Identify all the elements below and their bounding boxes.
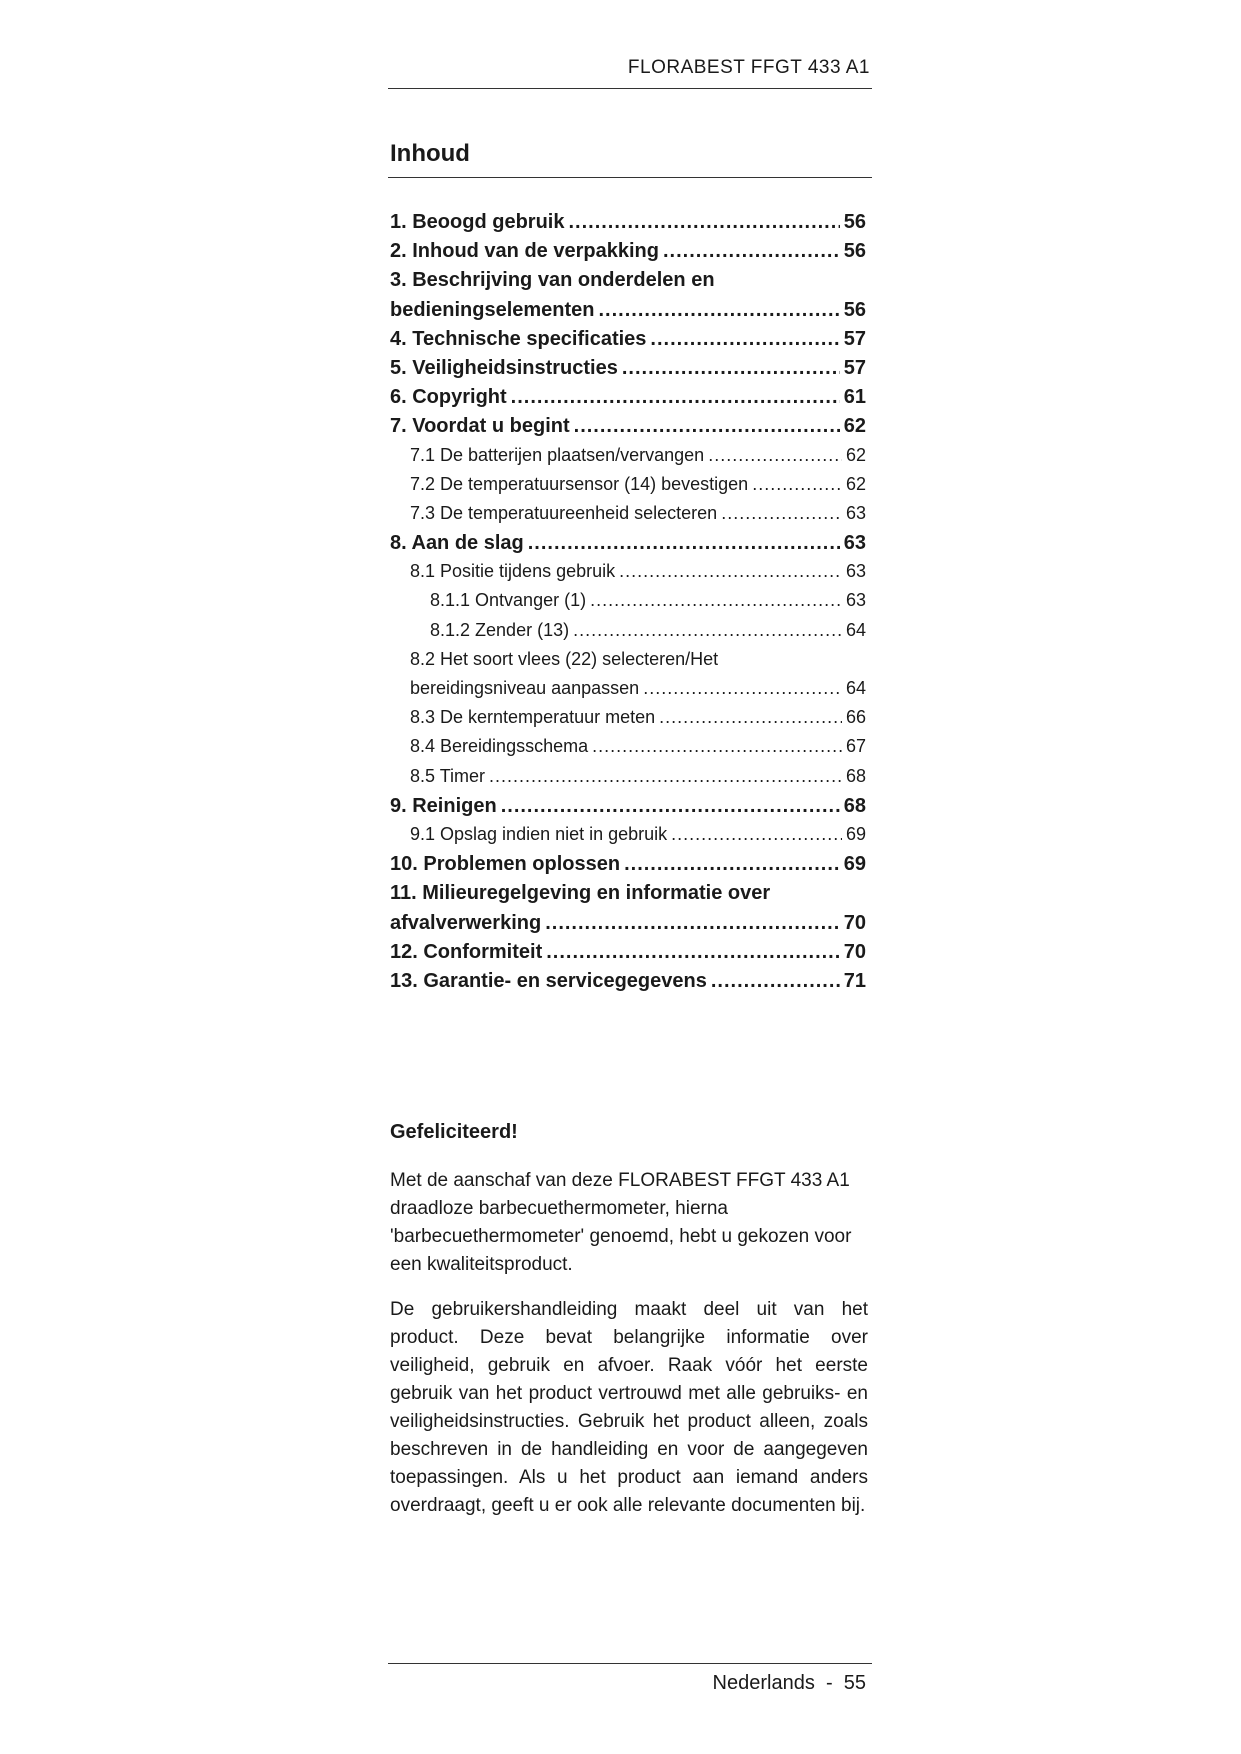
toc-entry[interactable] xyxy=(390,941,866,970)
toc-entry-page: 57 xyxy=(843,356,866,379)
toc-entry-title: 8.1.1 Ontvanger (1) xyxy=(430,590,587,611)
toc-leader-dots xyxy=(501,795,840,818)
toc-leader-dots xyxy=(528,532,840,555)
toc-entry-title: bedieningselementen xyxy=(390,298,595,321)
toc-entry-page: 56 xyxy=(843,240,866,263)
toc-entry-page: 64 xyxy=(845,678,866,698)
toc-entry-title: 7.1 De batterijen plaatsen/vervangen xyxy=(410,444,705,465)
toc-entry[interactable] xyxy=(390,532,866,561)
toc-leader-dots xyxy=(659,707,842,728)
toc-entry[interactable] xyxy=(390,561,866,590)
toc-entry-title: 5. Veiligheidsinstructies xyxy=(390,356,618,379)
toc-entry-title: 8. Aan de slag xyxy=(390,532,524,555)
toc-entry-page: 63 xyxy=(845,561,866,582)
footer-page-number: 55 xyxy=(843,1672,866,1694)
toc-leader-dots xyxy=(568,211,839,234)
toc-leader-dots xyxy=(545,912,840,935)
toc-entry[interactable] xyxy=(390,707,866,736)
toc-leader-dots xyxy=(711,970,840,993)
intro-paragraph-2: De gebruikershandleiding maakt deel uit van het product. Deze bevat belangrijke informatie over veiligheid, gebruik en afvoer. Raak vóór het eerste gebruik van het product vertrouwd met alle gebruiks- en veiligheidsinstructies. Gebruik het product alleen, zoals beschreven in de handleiding en voor de aangegeven toepassingen. Als u het product aan iemand anders overdraagt, geeft u er ook alle relevante documenten bij. xyxy=(390,1299,868,1516)
table-of-contents xyxy=(390,211,866,999)
toc-entry[interactable] xyxy=(390,386,866,415)
toc-leader-dots xyxy=(708,445,842,466)
toc-entry-title: 6. Copyright xyxy=(390,386,507,409)
toc-entry[interactable] xyxy=(390,357,866,386)
toc-entry-page: 70 xyxy=(843,911,866,934)
toc-entry-title: 8.5 Timer xyxy=(410,765,486,786)
toc-entry-page: 56 xyxy=(843,211,866,233)
toc-entry[interactable] xyxy=(390,211,866,240)
toc-entry-page: 67 xyxy=(845,736,866,757)
toc-entry-page: 62 xyxy=(845,444,866,465)
toc-leader-dots xyxy=(624,853,840,876)
toc-entry-title: 10. Problemen oplossen xyxy=(390,853,621,876)
toc-entry-page: 71 xyxy=(843,969,866,992)
toc-entry[interactable] xyxy=(390,678,866,707)
toc-leader-dots xyxy=(752,474,842,495)
toc-entry[interactable] xyxy=(390,620,866,649)
intro-heading: Gefeliciteerd! xyxy=(390,1121,518,1143)
toc-leader-dots xyxy=(592,736,842,757)
toc-entry-page: 56 xyxy=(843,298,866,321)
toc-leader-dots xyxy=(619,561,842,582)
toc-entry[interactable] xyxy=(390,503,866,532)
toc-leader-dots xyxy=(599,299,840,322)
page-footer xyxy=(390,1672,866,1695)
toc-entry-page: 63 xyxy=(845,590,866,611)
toc-entry-title: 9.1 Opslag indien niet in gebruik xyxy=(410,823,668,844)
toc-entry[interactable] xyxy=(390,649,866,678)
toc-entry-title: afvalverwerking xyxy=(390,911,542,934)
toc-leader-dots xyxy=(574,415,840,438)
toc-entry[interactable] xyxy=(390,853,866,882)
toc-leader-dots xyxy=(489,766,842,787)
toc-entry-title: 8.2 Het soort vlees (22) selecteren/Het xyxy=(410,648,719,669)
toc-entry-title: 4. Technische specificaties xyxy=(390,327,647,350)
toc-entry-title: 3. Beschrijving van onderdelen en xyxy=(390,269,715,292)
toc-entry-title: 9. Reinigen xyxy=(390,794,497,817)
toc-entry[interactable] xyxy=(390,912,866,941)
toc-entry[interactable] xyxy=(390,590,866,619)
toc-entry-title: 8.4 Bereidingsschema xyxy=(410,736,589,757)
toc-entry[interactable] xyxy=(390,240,866,269)
toc-entry-page: 62 xyxy=(843,415,866,438)
intro-paragraph-1: Met de aanschaf van deze FLORABEST FFGT 433 A1 draadloze barbecuethermometer, hierna 'barbecuethermometer' genoemd, hebt u gekozen voor een kwaliteitsproduct. xyxy=(390,1170,852,1275)
toc-entry-title: 11. Milieuregelgeving en informatie over xyxy=(390,882,771,905)
toc-entry-title: 1. Beoogd gebruik xyxy=(390,211,565,233)
toc-entry[interactable] xyxy=(390,299,866,328)
toc-entry-title: 8.1.2 Zender (13) xyxy=(430,619,570,640)
toc-entry-page: 62 xyxy=(845,473,866,494)
toc-leader-dots xyxy=(546,941,840,964)
toc-entry-page: 68 xyxy=(843,794,866,817)
toc-entry-page: 69 xyxy=(845,823,866,844)
toc-entry[interactable] xyxy=(390,795,866,824)
toc-entry-page: 63 xyxy=(843,532,866,555)
toc-entry-page: 57 xyxy=(843,327,866,350)
toc-leader-dots xyxy=(721,503,842,524)
toc-entry-title: 8.1 Positie tijdens gebruik xyxy=(410,561,616,582)
toc-leader-dots xyxy=(590,590,842,611)
toc-entry[interactable] xyxy=(390,766,866,795)
toc-entry-page: 63 xyxy=(845,502,866,523)
toc-leader-dots xyxy=(511,386,840,409)
toc-entry[interactable] xyxy=(390,882,866,911)
toc-entry-title: 7.2 De temperatuursensor (14) bevestigen xyxy=(410,473,749,494)
toc-entry-page: 61 xyxy=(843,386,866,409)
toc-entry-title: bereidingsniveau aanpassen xyxy=(410,678,640,698)
toc-leader-dots xyxy=(573,620,842,641)
toc-entry-title: 13. Garantie- en servicegegevens xyxy=(390,969,707,992)
toc-entry-page: 69 xyxy=(843,853,866,876)
toc-leader-dots xyxy=(671,824,842,845)
footer-separator: - xyxy=(825,1672,833,1694)
running-header: FLORABEST FFGT 433 A1 xyxy=(627,57,870,78)
toc-leader-dots xyxy=(663,240,840,263)
toc-leader-dots xyxy=(650,328,839,351)
contents-rule xyxy=(388,177,872,178)
toc-entry-page: 64 xyxy=(845,619,866,640)
toc-entry-page: 68 xyxy=(845,765,866,786)
contents-heading: Inhoud xyxy=(390,140,470,167)
toc-entry-title: 8.3 De kerntemperatuur meten xyxy=(410,707,656,728)
toc-entry-title: 7.3 De temperatuureenheid selecteren xyxy=(410,502,718,523)
toc-entry[interactable] xyxy=(390,736,866,765)
footer-rule xyxy=(388,1663,872,1664)
toc-entry-title: 12. Conformiteit xyxy=(390,940,543,963)
toc-entry[interactable] xyxy=(390,269,866,298)
toc-entry-page: 70 xyxy=(843,940,866,963)
toc-entry[interactable] xyxy=(390,970,866,999)
header-rule xyxy=(388,88,872,89)
toc-entry[interactable] xyxy=(390,445,866,474)
toc-leader-dots xyxy=(643,678,842,699)
toc-entry-page: 66 xyxy=(845,707,866,728)
toc-entry[interactable] xyxy=(390,474,866,503)
toc-entry[interactable] xyxy=(390,328,866,357)
toc-entry[interactable] xyxy=(390,824,866,853)
footer-language: Nederlands xyxy=(712,1672,815,1694)
toc-entry-title: 7. Voordat u begint xyxy=(390,415,570,438)
toc-leader-dots xyxy=(622,357,840,380)
toc-entry-title: 2. Inhoud van de verpakking xyxy=(390,240,659,263)
toc-entry[interactable] xyxy=(390,415,866,444)
